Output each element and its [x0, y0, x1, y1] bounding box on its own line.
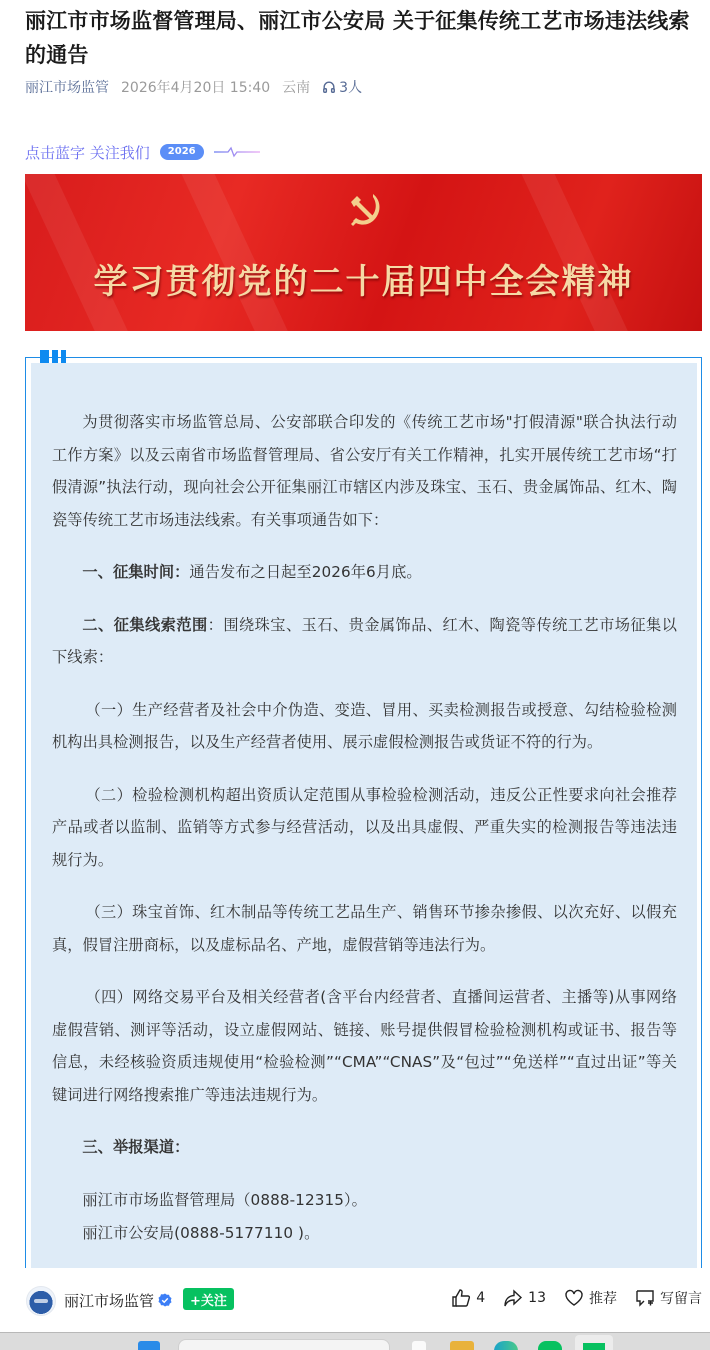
- section-heading: 三、举报渠道：: [82, 1138, 190, 1156]
- frame-decoration: [40, 350, 66, 363]
- os-taskbar: [0, 1332, 710, 1350]
- article-actions: [451, 1288, 702, 1308]
- account-avatar[interactable]: [26, 1286, 56, 1316]
- taskbar-search-box[interactable]: [178, 1339, 390, 1350]
- recommend-label: 推荐: [589, 1291, 617, 1307]
- publish-datetime: 2026年4月20日 15:40: [121, 80, 271, 96]
- file-explorer-icon[interactable]: [450, 1341, 474, 1350]
- wechat-icon[interactable]: [538, 1341, 562, 1350]
- clue-item: （二）检验检测机构超出资质认定范围从事检验检测活动，违反公正性要求向社会推荐产品或者以监制、监销等方式参与经营活动，以及出具虚假、严重失实的检测报告等违法违规行为。: [52, 785, 677, 869]
- section-heading: 二、征集线索范围: [82, 615, 208, 634]
- section-collection-time: 一、征集时间：通告发布之日起至2026年6月底。: [82, 563, 422, 581]
- article-meta: [25, 76, 362, 98]
- start-button[interactable]: [138, 1341, 160, 1350]
- share-button[interactable]: [503, 1288, 546, 1308]
- comment-label: 写留言: [660, 1291, 702, 1307]
- edge-browser-icon[interactable]: [494, 1341, 518, 1350]
- verified-badge-icon: [158, 1293, 172, 1307]
- author-link[interactable]: 丽江市场监管: [25, 80, 109, 96]
- share-count: 13: [528, 1290, 546, 1306]
- comment-add-icon: [635, 1288, 655, 1308]
- comment-button[interactable]: [635, 1288, 702, 1308]
- headphones-icon: [322, 80, 336, 94]
- like-button[interactable]: [451, 1288, 485, 1308]
- report-channel: 丽江市公安局(0888-5177110 )。: [82, 1223, 320, 1242]
- bottom-action-bar: [0, 1268, 710, 1332]
- listen-count: 3人: [339, 80, 363, 96]
- listen-button[interactable]: [322, 77, 362, 97]
- section-clue-scope: 二、征集线索范围：围绕珠宝、玉石、贵金属饰品、红木、陶瓷等传统工艺市场征集以下线索：: [52, 615, 677, 666]
- follow-button[interactable]: +关注: [183, 1288, 234, 1310]
- clue-item: （四）网络交易平台及相关经营者(含平台内经营者、直播间运营者、主播等)从事网络虚假营销、测评等活动，设立虚假网站、链接、账号提供假冒检验检测机构或证书、报告等信息，未经核验资质违规使用“检验检测”“CMA”“CNAS”及“包过”“免送样”“直过出证”等关键词进行网络搜索推广等违法违规行为。: [52, 988, 677, 1104]
- publish-location: 云南: [282, 80, 311, 96]
- like-count: 4: [476, 1290, 486, 1306]
- banner-image: [25, 174, 702, 331]
- active-app-icon[interactable]: [575, 1335, 613, 1350]
- clue-item: （一）生产经营者及社会中介伪造、变造、冒用、买卖检测报告或授意、勾结检验检测机构出具检测报告，以及生产经营者使用、展示虚假检测报告或货证不符的行为。: [52, 700, 677, 751]
- share-arrow-icon: [503, 1288, 523, 1308]
- intro-paragraph: 为贯彻落实市场监管总局、公安部联合印发的《传统工艺市场"打假清源"联合执法行动工作方案》以及云南省市场监督管理局、省公安厅有关工作精神，扎实开展传统工艺市场“打假清源”执法行动，现向社会公开征集丽江市辖区内涉及珠宝、玉石、贵金属饰品、红木、陶瓷等传统工艺市场违法线索。有关事项通告如下：: [52, 413, 677, 529]
- recommend-button[interactable]: [564, 1288, 617, 1308]
- heart-icon: [564, 1288, 584, 1308]
- section-heading: 一、征集时间：: [82, 563, 190, 581]
- section-report-channels: [52, 1131, 677, 1164]
- notice-body: [31, 363, 697, 1268]
- follow-prompt-text[interactable]: 点击蓝字 关注我们: [25, 143, 150, 162]
- task-view-button[interactable]: [412, 1341, 426, 1350]
- article-title: 丽江市市场监督管理局、丽江市公安局 关于征集传统工艺市场违法线索的通告: [25, 9, 690, 67]
- report-channel: 丽江市市场监督管理局（0888-12315）。: [82, 1190, 367, 1209]
- account-name[interactable]: 丽江市场监管: [64, 1292, 155, 1310]
- hammer-sickle-icon: [343, 188, 387, 232]
- follow-prompt[interactable]: [25, 140, 260, 164]
- pulse-line-icon: [214, 145, 260, 159]
- banner-text: 学习贯彻党的二十届四中全会精神: [93, 262, 634, 302]
- thumbs-up-icon: [451, 1288, 471, 1308]
- clue-item: （三）珠宝首饰、红木制品等传统工艺品生产、销售环节掺杂掺假、以次充好、以假充真，假冒注册商标，以及虚标品名、产地，虚假营销等违法行为。: [52, 903, 677, 954]
- year-badge: 2026: [160, 144, 204, 160]
